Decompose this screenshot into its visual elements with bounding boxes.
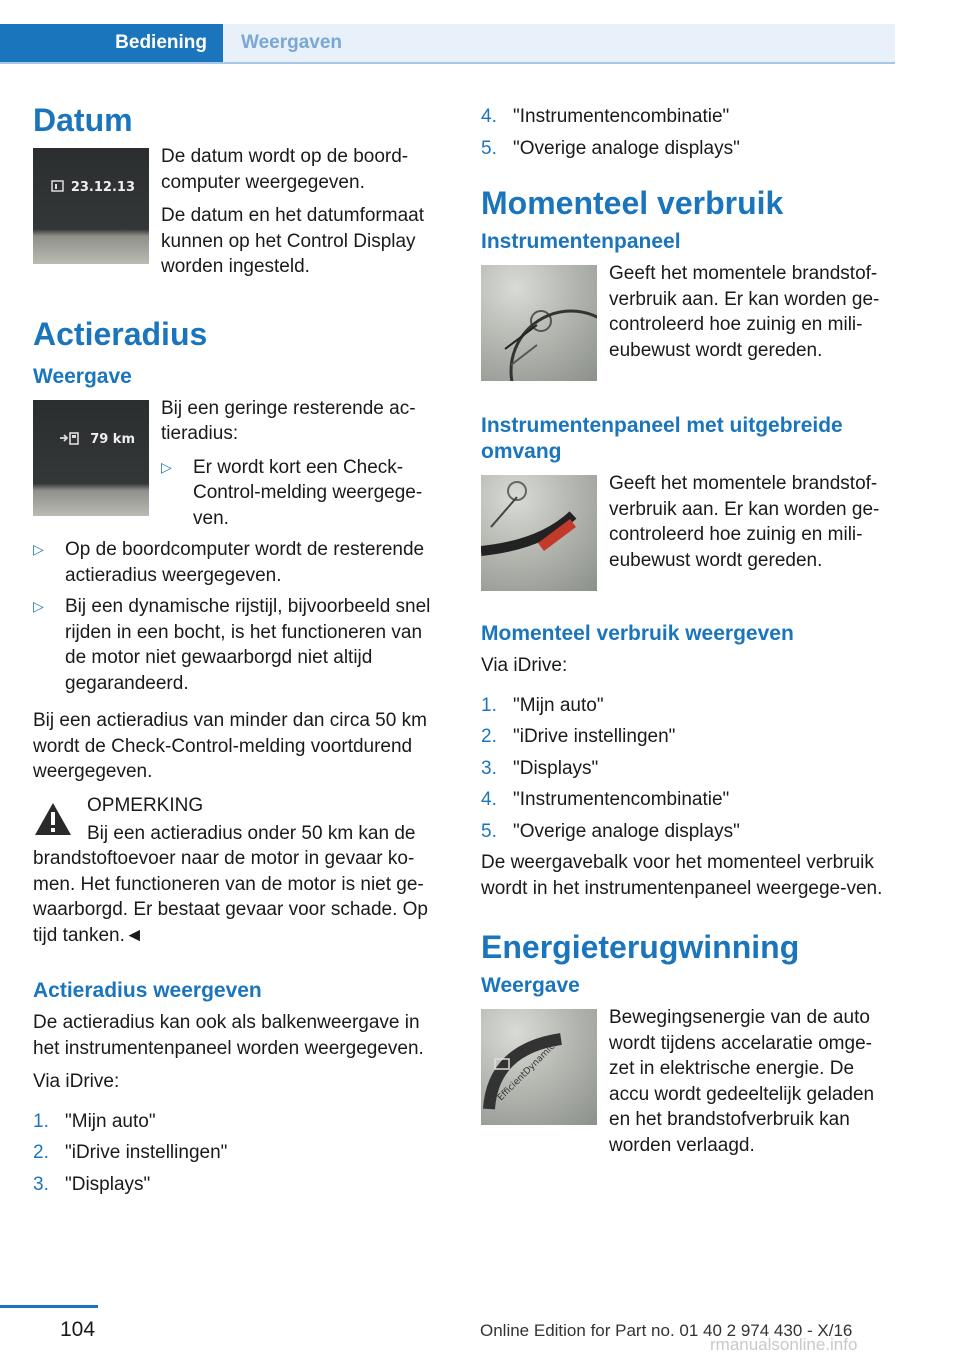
energie-paragraph: Bewegingsenergie van de auto wordt tijdens accelaratie omge-zet in elektrische energie. De accu wordt gedeeltelijk geladen en het brandstofverbruik kan worden verlaagd. <box>609 1007 875 1156</box>
step-list-continued <box>481 104 895 161</box>
datum-display-image <box>33 148 149 264</box>
step-text: "Instrumentencombinatie" <box>513 789 730 810</box>
left-column <box>33 100 447 1203</box>
watermark-text: rmanualsonline.info <box>710 1335 858 1354</box>
note-title: OPMERKING <box>87 794 204 816</box>
step-text: "Mijn auto" <box>65 1110 156 1132</box>
step-text: "iDrive instellingen" <box>65 1142 228 1163</box>
edition-text: Online Edition for Part no. 01 40 2 974 430 - X/16 <box>480 1321 853 1340</box>
gauge-dial-icon <box>481 265 597 381</box>
range-display-image <box>33 400 149 516</box>
step-text: "Instrumentencombinatie" <box>513 106 730 127</box>
step-item <box>33 1140 447 1166</box>
tab-weergaven: Weergaven <box>223 24 895 62</box>
step-text: "Overige analoge displays" <box>513 137 740 159</box>
triangle-bullet-icon: ▷ <box>161 458 172 475</box>
via-idrive: Via iDrive: <box>481 655 568 676</box>
step-number: 4. <box>481 789 497 810</box>
right-column <box>481 104 895 1166</box>
fuel-pump-icon <box>59 430 85 446</box>
step-text: "Displays" <box>513 757 599 779</box>
gauge-dial-icon <box>481 1009 597 1125</box>
step-number: 3. <box>33 1173 49 1195</box>
subsection-title-weergave: Weergave <box>33 364 132 388</box>
step-number: 3. <box>481 757 497 779</box>
step-item <box>481 104 895 130</box>
step-list <box>33 1109 447 1198</box>
warning-note <box>33 795 447 949</box>
step-item <box>33 1109 447 1135</box>
footer-divider <box>0 1305 98 1308</box>
datum-paragraph-2: De datum en het datumformaat kunnen op het Control Display worden ingesteld. <box>161 205 424 277</box>
step-number: 2. <box>33 1142 49 1163</box>
step-number: 5. <box>481 820 497 842</box>
subsection-title-instrumentenpaneel-uitgebreid: Instrumentenpaneel met uitgebreide omvang <box>481 414 843 463</box>
section-title-actieradius: Actieradius <box>33 315 208 352</box>
efficient-dynamics-label: EfficientDynamics <box>496 1038 561 1104</box>
consumption-gauge-image <box>481 265 597 381</box>
note-text: Bij een actieradius onder 50 km kan de brandstoftoevoer naar de motor in gevaar ko-men. Het functioneren van de motor is niet ge-waarborgd. Er bestaat gevaar voor schade. Op tijd tanken.◄ <box>33 822 429 946</box>
bullet-item <box>33 594 447 696</box>
range-readout: 79 km <box>90 431 135 447</box>
weergavebalk-paragraph: De weergavebalk voor het momenteel verbruik wordt in het instrumentenpaneel weergege-ven. <box>481 852 883 899</box>
bullet-item <box>161 455 447 532</box>
section-title-energieterugwinning: Energieterugwinning <box>481 929 800 965</box>
page-header <box>0 24 895 64</box>
page-number: 104 <box>60 1318 96 1341</box>
step-number: 5. <box>481 137 497 159</box>
date-readout: 23.12.13 <box>70 180 135 195</box>
section-title-momenteel-verbruik: Momenteel verbruik <box>481 185 784 221</box>
gauge-dial-icon <box>481 475 597 591</box>
instrumentenpaneel-uitgebreid-paragraph: Geeft het momentele brandstof-verbruik aan. Er kan worden ge-controleerd hoe zuinig en mili-eubewust wordt gereden. <box>609 473 880 571</box>
calendar-icon <box>51 179 65 193</box>
step-item <box>481 724 895 750</box>
bullet-text: Er wordt kort een Check-Control-melding weergege-ven. <box>193 456 423 529</box>
bullet-item <box>33 537 447 588</box>
step-text: "Displays" <box>65 1173 151 1195</box>
step-number: 1. <box>481 694 497 716</box>
energy-recovery-gauge-image <box>481 1009 597 1125</box>
subsection-title-actieradius-weergeven: Actieradius weergeven <box>33 979 262 1002</box>
subsection-title-momenteel-verbruik-weergeven: Momenteel verbruik weergeven <box>481 622 794 645</box>
step-text: "iDrive instellingen" <box>513 726 676 747</box>
weergave-paragraph: Bij een geringe resterende ac-tieradius: <box>161 397 416 444</box>
actie-weergeven-paragraph: De actieradius kan ook als balkenweergave in het instrumentenpaneel worden weergegeven. <box>33 1012 424 1059</box>
step-item <box>481 693 895 719</box>
step-item <box>33 1172 447 1198</box>
step-item <box>481 819 895 845</box>
instrumentenpaneel-paragraph: Geeft het momentele brandstof-verbruik aan. Er kan worden ge-controleerd hoe zuinig en mili-eubewust wordt gereden. <box>609 263 880 361</box>
step-item <box>481 756 895 782</box>
step-list <box>481 693 895 845</box>
bullet-text: Bij een dynamische rijstijl, bijvoorbeeld snel rijden in een bocht, is het functioneren van de motor niet gewaarborgd niet altijd gegarandeerd. <box>65 596 431 694</box>
extended-gauge-image <box>481 475 597 591</box>
step-number: 4. <box>481 106 497 127</box>
minder-paragraph: Bij een actieradius van minder dan circa 50 km wordt de Check-Control-melding voortdurend weergegeven. <box>33 710 427 782</box>
subsection-title-instrumentenpaneel: Instrumentenpaneel <box>481 230 681 253</box>
datum-paragraph-1: De datum wordt op de boord-computer weergegeven. <box>161 146 409 193</box>
tab-bediening: Bediening <box>0 24 223 62</box>
section-title-datum: Datum <box>33 102 133 138</box>
subsection-title-energie-weergave: Weergave <box>481 974 580 997</box>
triangle-bullet-icon: ▷ <box>33 598 44 614</box>
step-number: 1. <box>33 1110 49 1132</box>
bullet-text: Op de boordcomputer wordt de resterende actieradius weergegeven. <box>65 539 425 586</box>
step-text: "Mijn auto" <box>513 694 604 716</box>
step-item <box>481 136 895 162</box>
step-text: "Overige analoge displays" <box>513 820 740 842</box>
triangle-bullet-icon: ▷ <box>33 541 44 557</box>
via-idrive: Via iDrive: <box>33 1071 120 1092</box>
warning-triangle-icon <box>33 801 73 837</box>
step-item <box>481 787 895 813</box>
step-number: 2. <box>481 726 497 747</box>
